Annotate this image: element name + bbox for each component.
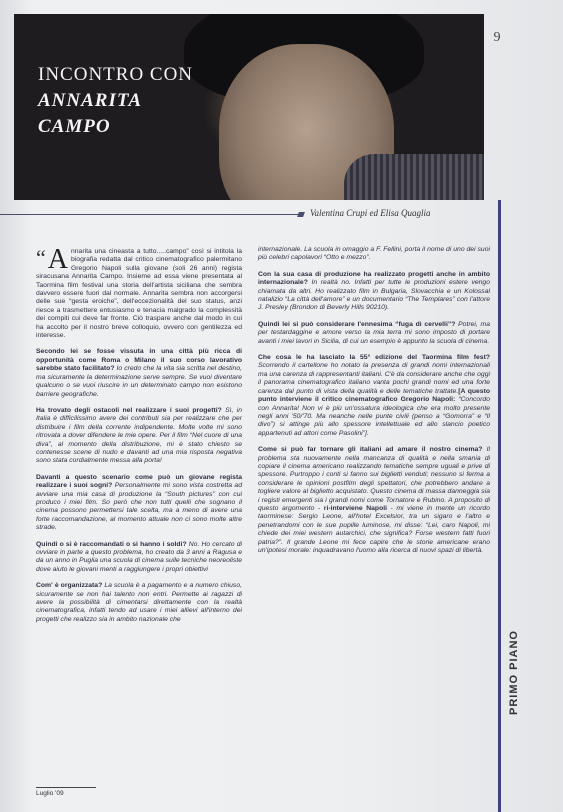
footer-rule	[36, 787, 96, 788]
question: Ha trovato degli ostacoli nel realizzare i suoi progetti?	[36, 406, 222, 414]
dropcap: A	[47, 244, 68, 275]
section-vertical-bar	[498, 200, 501, 812]
answer: Scorrendo il cartellone ho notato la presenza di grandi nomi internazionali ma una carenza di rappresentanti italiani. C'è da considerare anche che oggi il panorama cinematografico italiano vanta pochi grandi nomi ed una forte carenza dal punto di vista della qualità e delle tematiche trattate.	[258, 362, 490, 395]
portrait-shirt	[344, 154, 484, 200]
question: Con la sua casa di produzione ha realizzato progetti anche in ambito internazionale?	[258, 270, 490, 287]
title-line-3: CAMPO	[38, 116, 111, 137]
header-rule	[0, 214, 300, 215]
title-line-2: ANNARITA	[38, 90, 143, 111]
answer: Potrei, ma per testardaggine e amore verso la mia terra mi sono imposto di portare avanti i miei lavori in Sicilia, di cui un esempio è appunto la scuola di cinema.	[258, 320, 490, 345]
article-title	[38, 64, 193, 138]
question: Secondo lei se fosse vissuta in una città più ricca di opportunità come Roma o Milano il suo corso lavorativo sarebbe stato facilitato?	[36, 348, 242, 373]
issue-date: Luglio '09	[36, 790, 64, 797]
question: Quindi lei si può considerare l'ennesima “fuga di cervelli”?	[258, 320, 456, 328]
answer: Sì, in Italia è difficilissimo avere dei contributi sia per realizzare che per distribuire i film della corrente indipendente. Molte volte mi sono ritrovata a dover difendere le mie opere. Per il film “Nel cuore di una diva”, al momento della distribuzione, mi è stato chiesto se contenesse scene di nudo e davanti ad una mia risposta negativa sono stata cordialmente messa alla porta!	[36, 406, 242, 465]
critic-answer: “Concordo con Annarita! Non vi è più un'ossatura ideologica che era molto presente negli anni '50/'70. Ma neanche nelle punte civili (penso a “Gomorra” e “Il divo”) si attinge più allo spessore intellettuale ed allo slancio poetico appartenuti ad attori come Pasolini”].	[258, 396, 490, 437]
qa-4	[36, 541, 242, 575]
qa-3	[36, 474, 242, 533]
question: Come si può far tornare gli italiani ad amare il nostro cinema?	[258, 446, 483, 454]
answer: Il problema sta nuovamente nella mancanza di qualità e nella smania di copiare il cinema americano realizzando tematiche sempre uguali e prive di spessore. Purtroppo i conti si fanno sui biglietti venduti; nessuno si ferma a considerare le opinioni postfilm degli spettatori, che potrebbero andare a togliere valore al biglietto acquistato. Questo cinema di massa danneggia sia i registi emergenti sia i grandi nomi come Tornatore e Rubino. A proposito di questo argomento -	[258, 446, 490, 512]
header-rule-marker	[297, 212, 305, 217]
title-line-1: INCONTRO CON	[38, 64, 194, 85]
qa-6	[258, 271, 490, 313]
answer: In realtà no. Infatti per tutte le produzioni estere vengo chiamata da altri. Ho realizzato film in Bulgaria, Slovacchia e un Kolossal natalizio “La città dell'amore” e un documentario “The Templares” con l'attore J. Presley (Brondon di Beverly Hills 90210).	[258, 279, 490, 312]
portrait-photo	[14, 14, 484, 200]
left-column	[36, 244, 242, 632]
page-number: 9	[493, 30, 501, 45]
answer: No. Ho cercato di ovviare in parte a questo problema, ho creato da 3 anni a Ragusa e da un anno in Puglia una scuola di cinema sulle tecniche neoreoliste dove aiuto le giovani menti a raggiungere i propri obiettivi	[36, 540, 242, 573]
answer-continued: - mi viene in mente un ricordo taorminese: Sergio Leone, all'hotel Excelsior, tra un sigaro e l'altro e penetrandomi con le sue pupille luminose, mi disse: “Lei, caro Napoli, mi chiede dei miei western autarchici, che significa? Forse western fatti fuori patria?”. Il grande Leone mi fece capire che le storie americane erano un'ipotesi morale: inquadravano l'uomo alla ricerca di nuovi spazi di libertà.	[258, 504, 490, 554]
qa-5	[36, 582, 242, 624]
question: Davanti a questo scenario come può un giovane regista realizzare i suoi sogni?	[36, 473, 242, 490]
qa-10	[258, 446, 490, 555]
critic-intervention: [A questo punto interviene il critico cinematografico Gregorio Napoli:	[258, 387, 490, 404]
answer: Personalmente mi sono vista costretta ad avviare una mia casa di produzione la “South pictures” con cui produco i miei film. So però che non tutti quelli che sognano il cinema possono permettersi tale scelta, ma a meno di avere una forte raccomandazione, al momento attuale non ci sono molte altre strade.	[36, 482, 242, 532]
right-column	[258, 246, 490, 563]
answer: La scuola è a pagamento e a numero chiuso, sicuramente se non hai talento non entri. Permette ai ragazzi di avere la possibilità di cimentarsi direttamente con la realtà cinematografica, infatti tendo ad usare i miei allievi all'interno dei progetti che realizzo sia in ambito nazionale che	[36, 582, 242, 623]
qa-2	[36, 407, 242, 466]
qa-5-continued	[258, 246, 490, 263]
answer: Io credo che la vita sia scritta nel destino, ma sicuramente la determinazione serve sempre. Se vuoi diventare qualcuno o se vuoi riuscire in un determinato campo non esistono barriere geografiche.	[36, 365, 242, 398]
quote-mark: “	[36, 245, 46, 270]
intro-paragraph	[36, 244, 242, 340]
qa-1	[36, 348, 242, 398]
answer: internazionale. La scuola in omaggio a F. Fellini, porta il nome di uno dei suoi più celebri capolavori “Otto e mezzo”.	[258, 246, 490, 262]
question: Com' è organizzata?	[36, 582, 103, 590]
section-label: PRIMO PIANO	[508, 630, 520, 715]
byline: Valentina Crupi ed Elisa Quaglia	[310, 208, 431, 218]
critic-reintervention: ri-interviene Napoli	[323, 504, 388, 512]
question: Che cosa le ha lasciato la 55° edizione del Taormina film fest?	[258, 354, 490, 362]
qa-8	[258, 354, 490, 438]
intro-text: nnarita una cineasta a tutto.....campo” così si intitola la biografia redatta dal critico cinematografico palermitano Gregorio Napoli sulla giovane (soli 26 anni) regista siracusana Annarita Campo. Insieme ad essa viene presentata al Taormina film festival una storia dell'artista siciliana che sembra davvero essere fuori dal normale. Annarita sembra non accorgersi delle sue “gesta eroiche”, dell'eccezionalità del suo status, anzi riesce a trasmettere entusiasmo e tenacia malgrado la complessità dei compiti cui deve far fronte. Ciò traspare anche dal modo in cui ha accolto per il nostro breve colloquio, ovvero con gentilezza ed interesse.	[36, 248, 242, 340]
qa-7	[258, 321, 490, 346]
question: Quindi o si è raccomandati o si hanno i soldi?	[36, 540, 187, 548]
